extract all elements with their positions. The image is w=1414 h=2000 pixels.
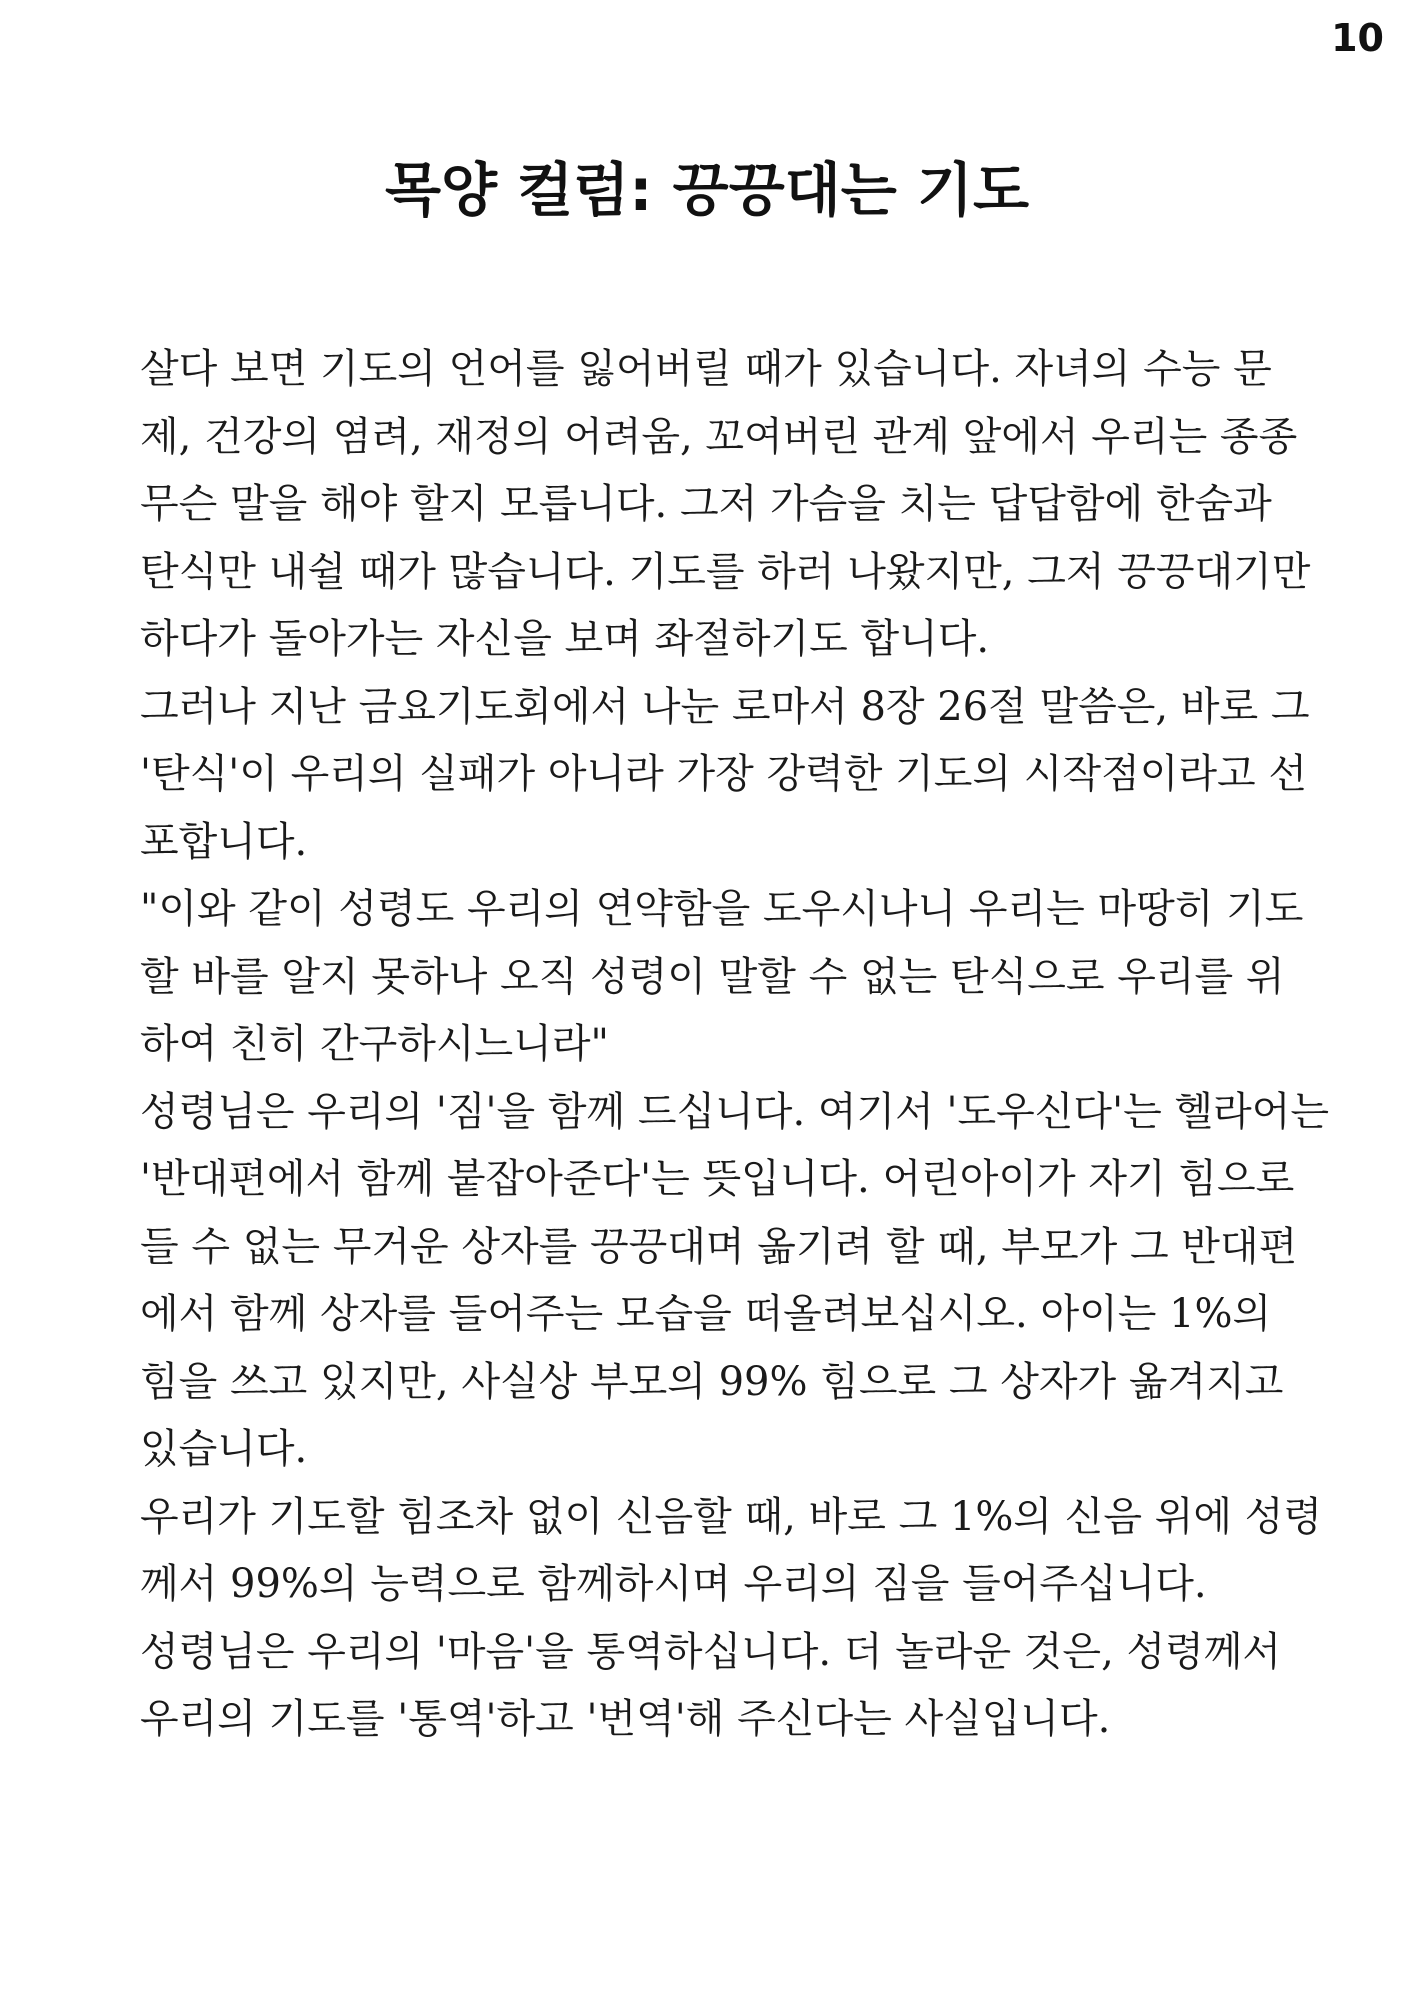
body-line: 에서 함께 상자를 들어주는 모습을 떠올려보십시오. 아이는 1%의 bbox=[140, 1291, 1272, 1337]
body-line: 살다 보면 기도의 언어를 잃어버릴 때가 있습니다. 자녀의 수능 문 bbox=[140, 346, 1272, 392]
body-line: 께서 99%의 능력으로 함께하시며 우리의 짐을 들어주십니다. bbox=[140, 1561, 1207, 1607]
body-line: 성령님은 우리의 '마음'을 통역하십니다. 더 놀라운 것은, 성령께서 bbox=[140, 1628, 1282, 1675]
page-number: 10 bbox=[1331, 16, 1384, 60]
body-line: 들 수 없는 무거운 상자를 끙끙대며 옮기려 할 때, 부모가 그 반대편 bbox=[140, 1223, 1298, 1270]
body-line: 포합니다. bbox=[140, 818, 308, 865]
page-title: 목양 컬럼: 끙끙대는 기도 bbox=[384, 156, 1030, 224]
body-line: 우리가 기도할 힘조차 없이 신음할 때, 바로 그 1%의 신음 위에 성령 bbox=[140, 1493, 1323, 1540]
column-body bbox=[140, 336, 1329, 1754]
scripture-quote-line: 하여 친히 간구하시느니라" bbox=[140, 1021, 609, 1067]
scripture-quote-line: 할 바를 알지 못하나 오직 성령이 말할 수 없는 탄식으로 우리를 위 bbox=[140, 953, 1285, 1000]
body-line: 우리의 기도를 '통역'하고 '번역'해 주신다는 사실입니다. bbox=[140, 1696, 1111, 1742]
body-line: 탄식만 내쉴 때가 많습니다. 기도를 하러 나왔지만, 그저 끙끙대기만 bbox=[140, 548, 1311, 595]
body-line: 무슨 말을 해야 할지 모릅니다. 그저 가슴을 치는 답답함에 한숨과 bbox=[140, 481, 1272, 527]
body-line: '탄식'이 우리의 실패가 아니라 가장 강력한 기도의 시작점이라고 선 bbox=[140, 751, 1307, 797]
body-line: 성령님은 우리의 '짐'을 함께 드십니다. 여기서 '도우신다'는 헬라어는 bbox=[140, 1088, 1329, 1135]
body-line: 힘을 쓰고 있지만, 사실상 부모의 99% 힘으로 그 상자가 옮겨지고 bbox=[140, 1358, 1284, 1405]
body-line: 제, 건강의 염려, 재정의 어려움, 꼬여버린 관계 앞에서 우리는 종종 bbox=[140, 413, 1298, 460]
body-line: 그러나 지난 금요기도회에서 나눈 로마서 8장 26절 말씀은, 바로 그 bbox=[140, 683, 1310, 730]
body-line: 하다가 돌아가는 자신을 보며 좌절하기도 합니다. bbox=[140, 616, 990, 662]
body-line: '반대편에서 함께 붙잡아준다'는 뜻입니다. 어린아이가 자기 힘으로 bbox=[140, 1156, 1295, 1202]
scripture-quote-line: "이와 같이 성령도 우리의 연약함을 도우시나니 우리는 마땅히 기도 bbox=[140, 886, 1304, 932]
body-line: 있습니다. bbox=[140, 1426, 308, 1472]
